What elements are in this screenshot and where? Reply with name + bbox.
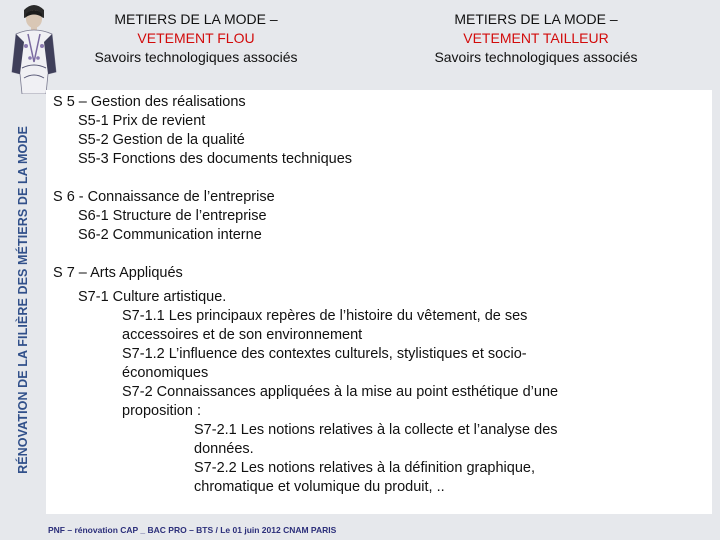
vertical-title: RÉNOVATION DE LA FILIÈRE DES MÉTIERS DE LA MODE xyxy=(16,126,30,474)
header-left-line3: Savoirs technologiques associés xyxy=(94,49,298,65)
section-s6-title: S 6 - Connaissance de l’entreprise xyxy=(53,189,275,205)
section-s7-line: S7-1.2 L’influence des contextes culturels, stylistiques et socio- xyxy=(122,346,527,362)
header-left-line2: VETEMENT FLOU xyxy=(137,30,255,46)
section-s7-title: S 7 – Arts Appliqués xyxy=(53,265,183,281)
section-s7-line: S7-1.1 Les principaux repères de l’histoire du vêtement, de ses xyxy=(122,308,528,324)
section-s7-line: S7-2 Connaissances appliquées à la mise au point esthétique d’une xyxy=(122,384,559,400)
section-s6-item: S6-2 Communication interne xyxy=(78,227,262,243)
section-s7-detail: chromatique et volumique du produit, .. xyxy=(194,479,445,495)
section-s7-detail: données. xyxy=(194,441,254,457)
section-s5-title: S 5 – Gestion des réalisations xyxy=(53,94,246,110)
section-s7-line: accessoires et de son environnement xyxy=(122,327,363,343)
section-s5-item: S5-1 Prix de revient xyxy=(78,113,206,129)
footer-note: PNF – rénovation CAP _ BAC PRO – BTS / Le 01 juin 2012 CNAM PARIS xyxy=(48,525,337,535)
header-right-line2: VETEMENT TAILLEUR xyxy=(463,30,609,46)
section-s6-item: S6-1 Structure de l’entreprise xyxy=(78,208,267,224)
section-s5-item: S5-2 Gestion de la qualité xyxy=(78,132,245,148)
section-s7-detail: S7-2.2 Les notions relatives à la définition graphique, xyxy=(194,460,535,476)
section-s7-subtitle: S7-1 Culture artistique. xyxy=(78,289,227,305)
header-left-line1: METIERS DE LA MODE – xyxy=(114,11,278,27)
section-s7-line: proposition : xyxy=(122,403,201,419)
fashion-figure-logo xyxy=(2,2,66,94)
section-s7-detail: S7-2.1 Les notions relatives à la collecte et l’analyse des xyxy=(194,422,558,438)
content-panel xyxy=(46,90,712,514)
header-vetement-tailleur xyxy=(400,10,672,67)
section-s5-item: S5-3 Fonctions des documents techniques xyxy=(78,151,353,167)
header-right-line3: Savoirs technologiques associés xyxy=(434,49,638,65)
section-s7-line: économiques xyxy=(122,365,209,381)
header-right-line1: METIERS DE LA MODE – xyxy=(454,11,618,27)
header-vetement-flou xyxy=(66,10,326,67)
